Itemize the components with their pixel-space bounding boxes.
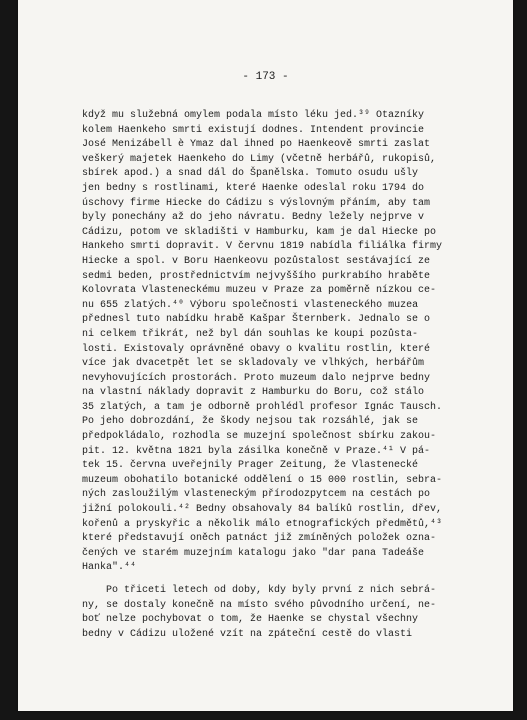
text-line: když mu služebná omylem podala místo léku jed.³⁹ Otazníky [82, 110, 425, 121]
text-line: Hanka".⁴⁴ [82, 562, 137, 574]
text-line: tek 15. června uveřejnily Prager Zeitung, že Vlastenecké [82, 460, 419, 472]
text-line: Hankeho smrti dopravit. V červnu 1819 nabídla filiálka firmy [82, 241, 443, 253]
text-line: Kolovrata Vlasteneckému muzeu v Praze za poměrně nízkou ce- [82, 285, 437, 297]
text-line: José Menizábell è Ymaz dal ihned po Haenkeově smrti zaslat [82, 139, 431, 151]
text-line: Po jeho dobrozdání, že škody nejsou tak rozsáhlé, jak se [82, 416, 419, 428]
text-line: veškerý majetek Haenkeho do Limy (včetně herbářů, rukopisů, [82, 153, 437, 165]
text-line: nu 655 zlatých.⁴⁰ Výboru společnosti vlasteneckého muzea [82, 299, 419, 311]
text-line: jižní polokouli.⁴² Bedny obsahovaly 84 balíků rostlin, dřev, [82, 504, 443, 516]
text-line: byly ponechány až do jeho návratu. Bedny ležely nejprve v [82, 212, 425, 224]
text-line: které představují oněch patnáct již zmíněných položek ozna- [82, 533, 437, 545]
text-line: čených ve starém muzejním katalogu jako "dar pana Tadeáše [82, 547, 425, 559]
text-line: ni celkem třikrát, než byl dán souhlas ke koupi pozůsta- [82, 328, 419, 340]
document-page [18, 0, 513, 711]
paragraph-2 [82, 584, 442, 642]
text-line: více jak dvacetpět let se skladovaly ve vlhkých, herbářům [82, 358, 425, 370]
body-text [82, 109, 442, 642]
text-line: pit. 12. května 1821 byla zásilka konečně v Praze.⁴¹ V pá- [82, 445, 431, 457]
paragraph-1 [82, 109, 442, 576]
text-line: sedmi beden, prostřednictvím nejvyššího purkrabího hraběte [82, 270, 431, 282]
text-line: kolem Haenkeho smrti existují dodnes. Intendent provincie [82, 124, 425, 136]
text-line: přednesl tuto nabídku hrabě Kašpar Šternberk. Jednalo se o [82, 314, 431, 326]
text-line: Po třiceti letech od doby, kdy byly první z nich sebrá- [82, 585, 437, 596]
text-line: úschovy firme Hiecke do Cádizu s výslovným přáním, aby tam [82, 197, 431, 209]
text-line: muzeum obohatilo botanické oddělení o 15 000 rostlin, sebra- [82, 474, 443, 486]
text-line: kořenů a pryskyřic a několik málo etnografických předmětů,⁴³ [82, 518, 443, 530]
text-line: ny, se dostaly konečně na místo svého původního určení, ne- [82, 599, 437, 611]
text-line: 35 zlatých, a tam je odborně prohlédl profesor Ignác Tausch. [82, 401, 443, 413]
text-line: losti. Existovaly oprávněné obavy o kvalitu rostlin, které [82, 343, 431, 355]
text-line: na vlastní náklady dopravit z Hamburku do Boru, což stálo [82, 387, 425, 399]
text-line: Hiecke a spol. v Boru Haenkeovu pozůstalost sestávající ze [82, 255, 431, 267]
text-line: ných zasloužilým vlasteneckým přírodozpytcem na cestách po [82, 489, 431, 501]
page-number: - 173 - [242, 71, 289, 83]
text-line: sbírek apod.) a snad dál do Španělska. Tomuto osudu ušly [82, 168, 419, 180]
text-line: předpokládalo, rozhodla se muzejní společnost sbírku zakou- [82, 431, 437, 443]
paragraph-gap [82, 576, 442, 584]
text-line: boť nelze pochybovat o tom, že Haenke se chystal všechny [82, 614, 419, 626]
text-line: Cádizu, potom ve skladišti v Hamburku, kam je dal Hiecke po [82, 226, 437, 238]
text-line: nevyhovujících prostorách. Proto muzeum dalo nejprve bedny [82, 372, 431, 384]
text-line: jen bedny s rostlinami, které Haenke odeslal roku 1794 do [82, 182, 425, 194]
text-line: bedny v Cádizu uložené vzít na zpáteční cestě do vlasti [82, 628, 413, 640]
